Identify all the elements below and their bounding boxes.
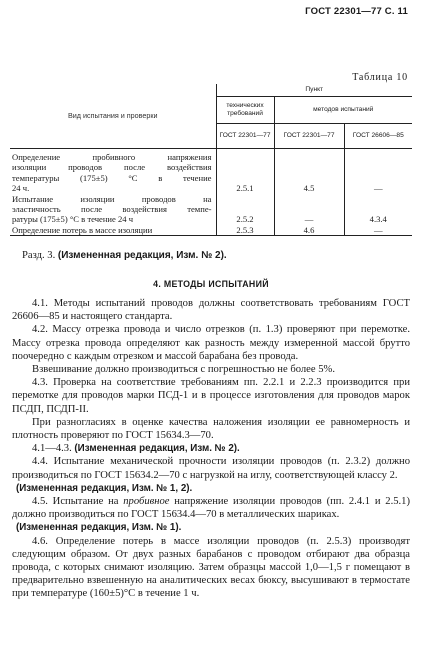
row1-line1: Определение пробивного напряжения (12, 152, 212, 162)
running-head: ГОСТ 22301—77 С. 11 (305, 6, 408, 17)
row1-col1: 2.5.1 (216, 183, 274, 193)
paragraph-4-6: 4.6. Определение потерь в массе изоляции проводов (п. 2.5.3) производят следующим образом. От двух разных барабанов с проводом отбирают два образца провода, с которых снимают изоляцию. Затем образцы массой 1,0—1,5 г помещают в предварительно взвешенную на аналитических весах бюксу, высушивают в термостате при температуре (160±5)°С в течение 1 ч. (12, 535, 410, 600)
paragraph-4-4: 4.4. Испытание механической прочности изоляции проводов (п. 2.3.2) должно производиться по ГОСТ 15634.2—70 с нагрузкой на иглу, соответствующей классу 2. (12, 456, 410, 481)
col2-subheader: ГОСТ 22301—77 (274, 124, 344, 149)
p4-5-italic: пробивное (123, 496, 170, 508)
section-title: 4. МЕТОДЫ ИСПЫТАНИЙ (153, 279, 269, 289)
p4-5-rest: напряжение изоляции проводов (пп. 2.4.1 и 2.5.1) должно производиться по ГОСТ 15634.4—70 в металлических шариках. (12, 496, 411, 521)
paragraph-4-1-4-3-note (12, 442, 410, 455)
note-4-4: (Измененная редакция, Изм. № 1, 2). (16, 482, 193, 494)
row2-col1: 2.5.2 (216, 214, 274, 224)
body-text (12, 297, 410, 601)
row2-line3: ратуры (175±5) °С в течение 24 ч (12, 214, 134, 225)
col1-subheader: ГОСТ 22301—77 (216, 124, 274, 149)
group-header-punkt: Пункт (216, 84, 412, 97)
paragraph-4-2: 4.2. Массу отрезка провода и число отрезков (п. 1.3) проверяют при перемотке. Массу отрезка провода определяют как разность между измеренной массой брутто поочередно с каждым отрезком и массой барабана без провода. (12, 324, 410, 362)
row3-col1: 2.5.3 (216, 225, 274, 236)
row1-line4: 24 ч. (12, 183, 30, 194)
note-4-5: (Измененная редакция, Изм. № 1). (16, 522, 182, 534)
paragraph-4-3b: При разногласиях в оценке качества наложения изоляции ее равномерность и плотность проверяют по ГОСТ 15634.3—70. (12, 416, 410, 442)
col3-subheader: ГОСТ 26606—85 (344, 124, 412, 149)
col-test-methods: методов испытаний (274, 97, 412, 124)
table-caption: Таблица 10 (352, 72, 408, 83)
paragraph-4-5 (12, 495, 410, 521)
row2-line1: Испытание изоляции проводов на (12, 193, 212, 204)
col-tech-requirements: технических требований (216, 97, 274, 124)
stub-header: Вид испытания и проверки (10, 84, 216, 149)
note-4-1-4-3-prefix: 4.1—4.3. (32, 443, 72, 455)
row1-line3: температуры (175±5) °С в течение (12, 172, 212, 183)
paragraph-4-2b: Взвешивание должно производиться с погрешностью не более 5%. (32, 364, 335, 376)
row2-col3: 4.3.4 (344, 214, 412, 224)
note-prefix: Разд. 3. (22, 250, 56, 261)
row1-col2: 4.5 (274, 183, 344, 193)
row3-col3: — (344, 225, 412, 236)
row3-col2: 4.6 (274, 225, 344, 236)
paragraph-4-3: 4.3. Проверка на соответствие требованиям пп. 2.2.1 и 2.2.3 производится при перемотке для проводов марки ПСД-1 и в процессе изготовления для проводов марок ПСДП, ПСДП-II. (12, 377, 410, 415)
row1-col3: — (344, 183, 412, 193)
table-10 (10, 84, 412, 236)
p4-5-start: 4.5. Испытание на (32, 496, 124, 508)
row2-col2: — (274, 214, 344, 224)
paragraph-4-1: 4.1. Методы испытаний проводов должны соответствовать требованиям ГОСТ 26606—85 и настоящего стандарта. (12, 298, 410, 323)
row3-line1: Определение потерь в массе изоляции (10, 225, 216, 236)
note-bold: (Измененная редакция, Изм. № 2). (57, 250, 227, 261)
row1-line2: изоляции проводов после воздействия (12, 162, 212, 173)
row2-line2: эластичность после воздействия темпе- (12, 204, 212, 215)
note-4-1-4-3-bold: (Измененная редакция, Изм. № 2). (74, 443, 240, 455)
note-after-table (22, 250, 227, 261)
